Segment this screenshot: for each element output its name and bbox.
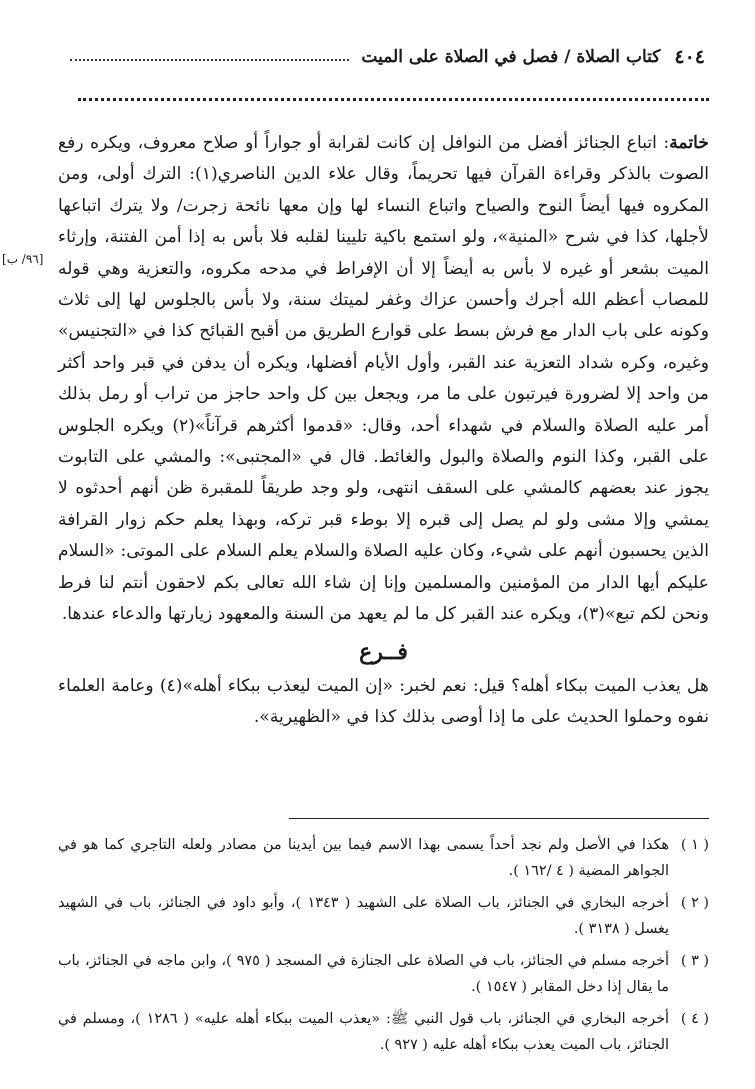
footnote-number: ( ٤ ) (680, 1011, 709, 1027)
closing-paragraph (58, 128, 709, 631)
footnote (58, 1006, 709, 1058)
branch-paragraph: هل يعذب الميت ببكاء أهله؟ قيل: نعم لخبر: «إن الميت ليعذب ببكاء أهله»(٤) وعامة العلماء نفوه وحملوا الحديث على ما إذا أوصى بذلك كذا في «الظهيرية». (58, 675, 709, 727)
footnote-number: ( ١ ) (680, 837, 709, 853)
footnote-number: ( ٣ ) (680, 953, 709, 969)
paragraph-lead-word: خاتمة (669, 133, 709, 153)
main-text (58, 128, 709, 733)
footnote (58, 890, 709, 942)
page-header (70, 42, 705, 72)
footnote-text: هكذا في الأصل ولم نجد أحداً يسمى بهذا الاسم فيما بين أيدينا من مصادر ولعله التاجري كما هو في الجواهر المضية ( ٤ /١٦٢ ). (58, 837, 669, 879)
footnote-separator (289, 818, 709, 819)
footnotes (58, 832, 709, 1064)
dotted-separator (78, 98, 709, 101)
header-dotted-leader (70, 59, 349, 61)
manuscript-folio-note: [٩٦/ ب] (2, 252, 44, 266)
paragraph-text: : اتباع الجنائز أفضل من النوافل إن كانت لقرابة أو جواراً أو صلاح معروف، ويكره رفع الصوت بالذكر وقراءة القرآن فيها تحريماً، وقال علاء الدين الناصري(١): الترك أولى، ومن المكروه فيها أيضاً النوح والصياح واتباع النساء لها وإن معها نائحة زجرت/ ولا يترك اتباعها لأجلها، كذا في شرح «المنية»، ولو استمع باكية تليينا لقلبه فلا بأس به إذا أمن الفتنة، وإرثاء الميت بشعر أو غيره لا بأس به أيضاً إلا أن الإفراط في مدحه مكروه، والتعزية وهي قوله للمصاب أعظم الله أجرك وأحسن عزاك وغفر لميتك سنة، ولا بأس بالجلوس لها إلى ثلاث وكونه على باب الدار مع فرش بسط على قوارع الطريق من أقبح القبائح كذا في «التجنيس» وغيره، وكره شداد التعزية عند القبر، وأول الأيام أفضلها، ويكره أن يدفن في قبر واحد أكثر من واحد إلا لضرورة فيرتبون على ما مر، ويجعل بين كل واحد حاجز من تراب أو رمل بذلك أمر عليه الصلاة والسلام في شهداء أحد، وقال: «قدموا أكثرهم قرآناً»(٢) ويكره الجلوس على القبر، وكذا النوم والصلاة والبول والغائط. قال في «المجتبى»: والمشي على التابوت يجوز عند بعضهم كالمشي على السقف انتهى، ولو وجد طريقاً للمقبرة ظن أنهم أحدثوه لا يمشي وإلا مشى ولو لم يصل إلى قبره إلا بوطء قبر تركه، وبهذا يعلم حكم زوار القرافة الذين يحسبون أنهم على شيء، وكان عليه الصلاة والسلام يعلم السلام على الموتى: «السلام عليكم أيها الدار من المؤمنين والمسلمين وإنا إن شاء الله تعالى بكم لاحقون أنتم لنا فرط ونحن لكم تبع»(٣)، ويكره عند القبر كل ما لم يعهد من السنة والمعهود زيارتها والدعاء عندها. (58, 133, 709, 625)
footnote (58, 832, 709, 884)
section-heading: فــرع (359, 638, 408, 665)
footnote-text: أخرجه مسلم في الجنائز، باب في الصلاة على الجنازة في المسجد ( ٩٧٥ )، وابن ماجه في الجنائز، باب ما يقال إذا دخل المقابر ( ١٥٤٧ ). (58, 953, 669, 995)
footnote (58, 948, 709, 1000)
page-number: ٤٠٤ (674, 46, 705, 68)
footnote-number: ( ٢ ) (680, 895, 709, 911)
footnote-text: أخرجه البخاري في الجنائز، باب الصلاة على الشهيد ( ١٣٤٣ )، وأبو داود في الجنائز، باب في الشهيد يغسل ( ٣١٣٨ ). (58, 895, 669, 937)
footnote-text: أخرجه البخاري في الجنائز، باب قول النبي ﷺ: «يعذب الميت ببكاء أهله عليه» ( ١٢٨٦ )، ومسلم في الجنائز، باب الميت يعذب ببكاء أهله عليه ( ٩٢٧ ). (58, 1011, 669, 1053)
running-title: كتاب الصلاة / فصل في الصلاة على الميت (361, 47, 661, 67)
